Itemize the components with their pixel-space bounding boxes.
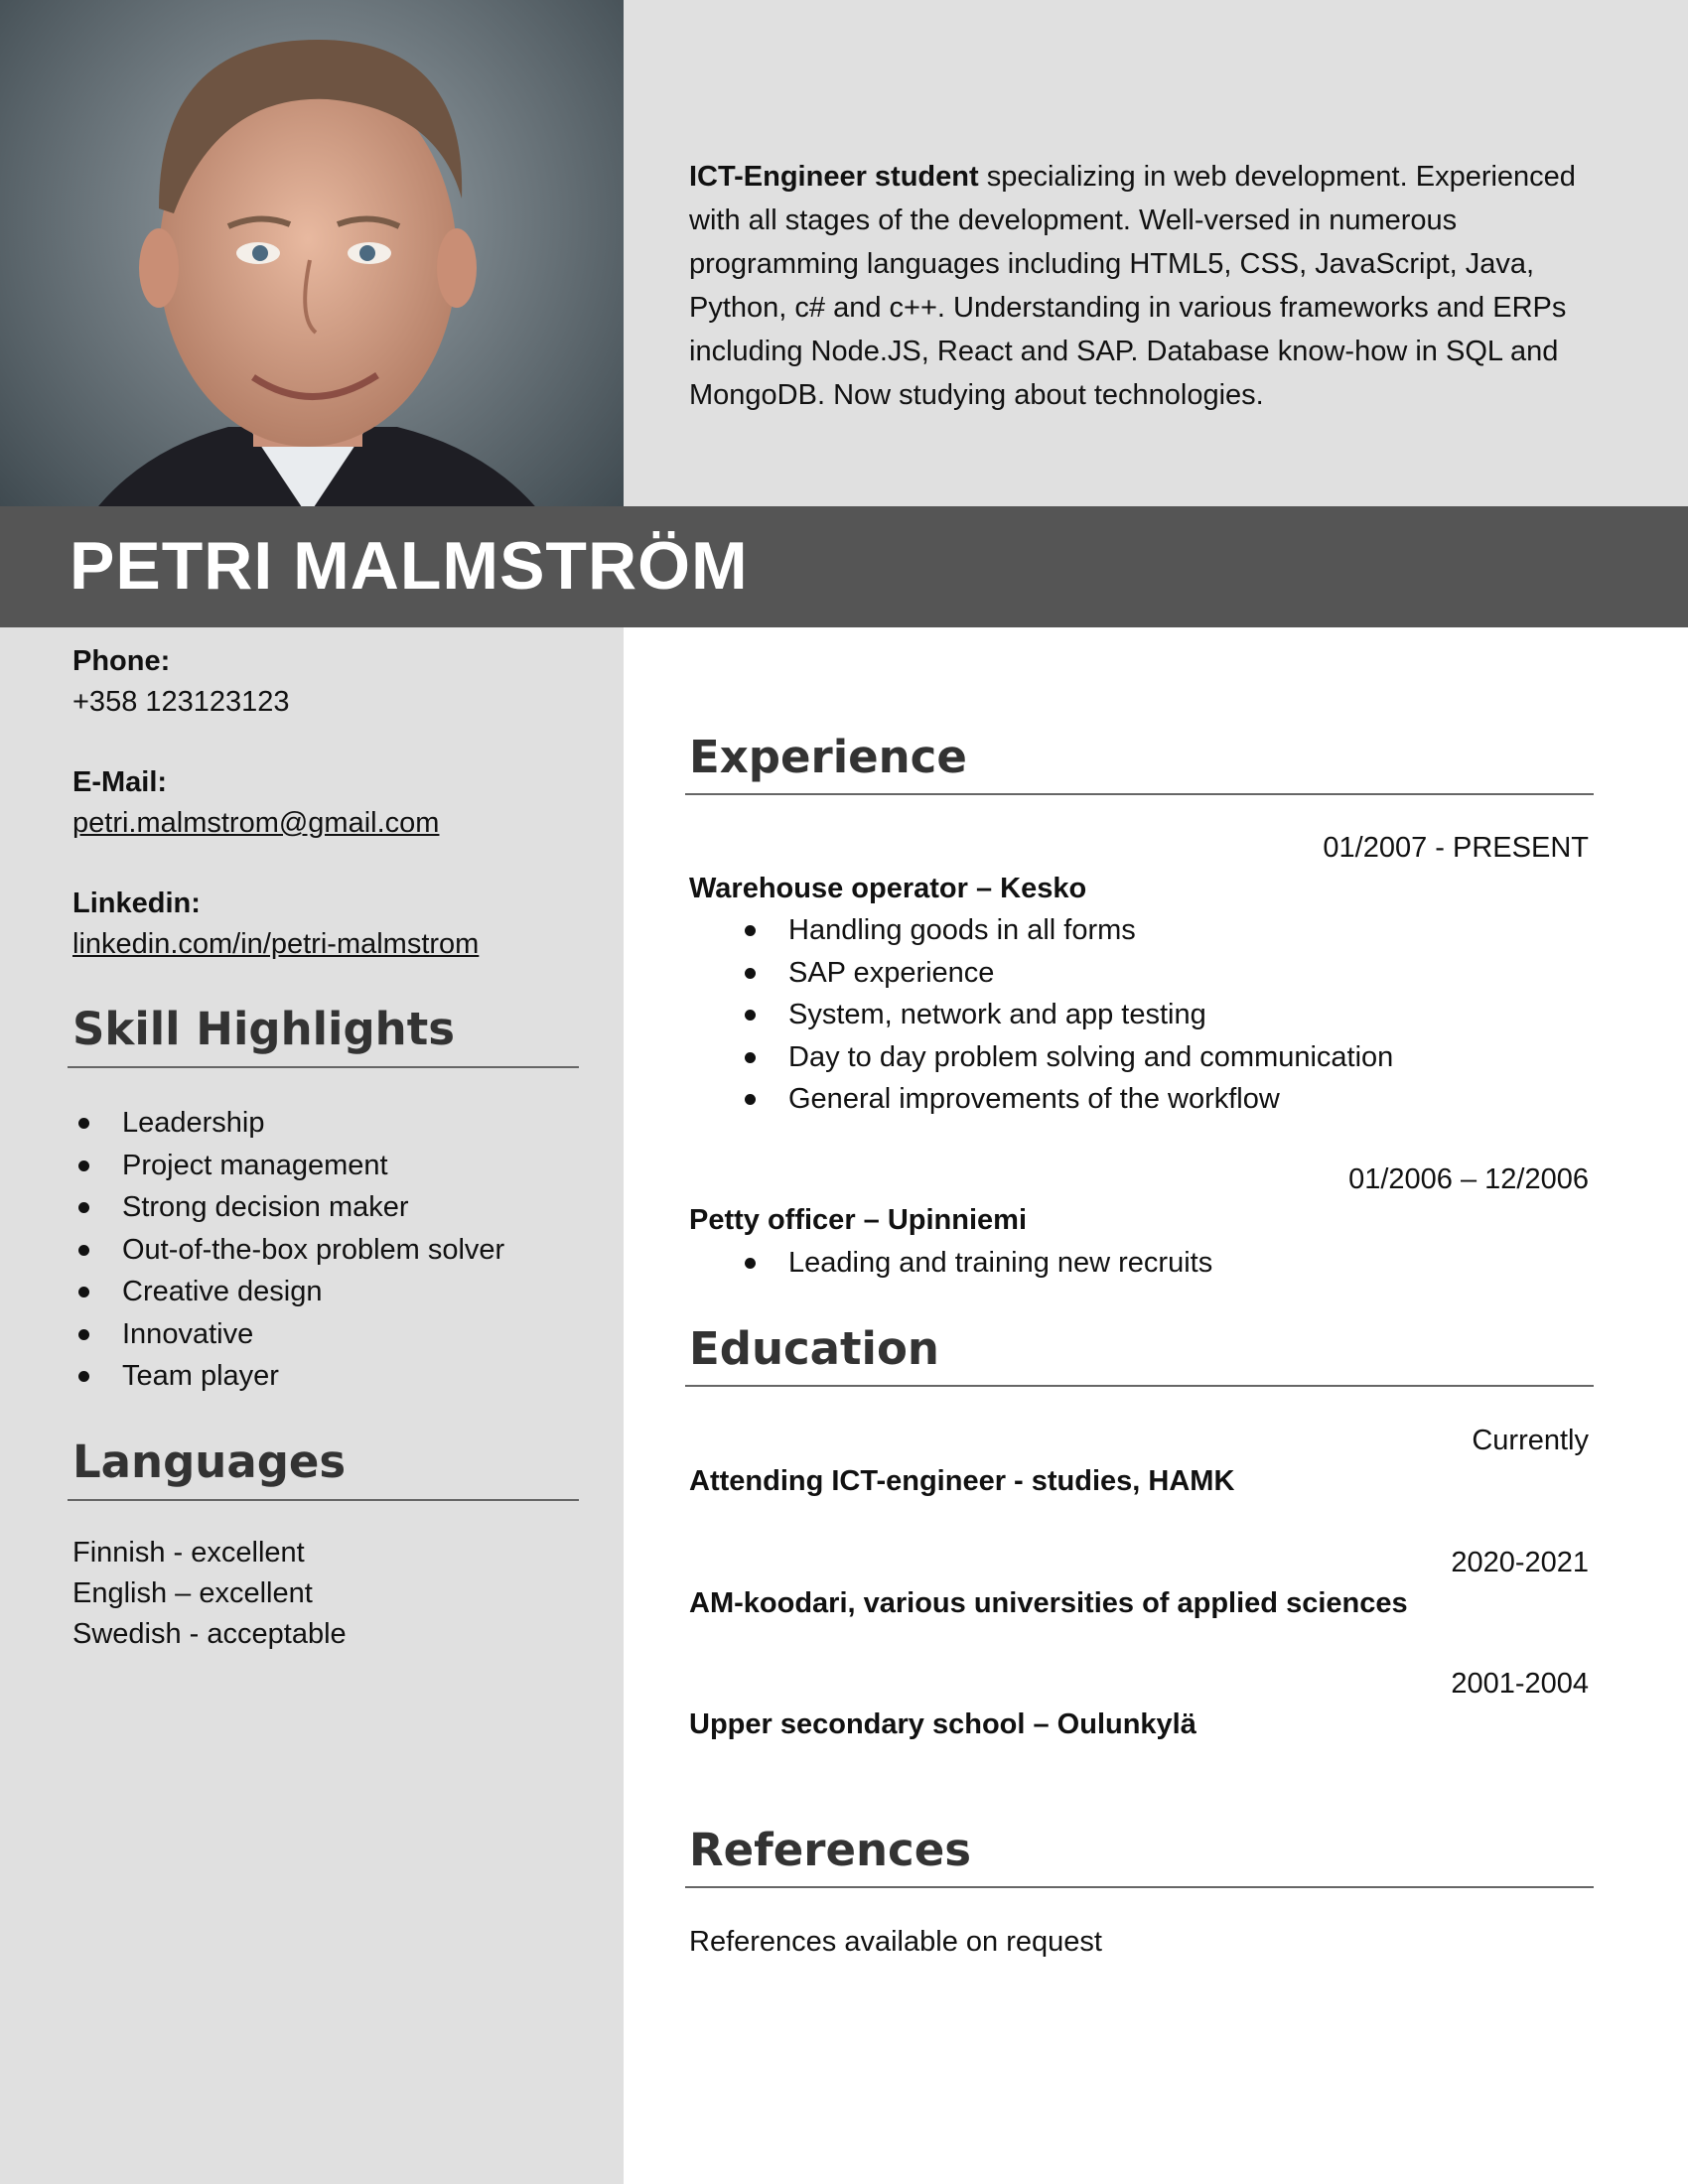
job-duty: Handling goods in all forms	[739, 909, 1393, 952]
skill-item: Project management	[72, 1145, 504, 1187]
education-date: 2001-2004	[1451, 1668, 1589, 1700]
skill-item: Out-of-the-box problem solver	[72, 1229, 504, 1272]
references-heading: References	[689, 1824, 971, 1876]
summary-text: specializing in web development. Experienced with all stages of the development. Well-versed in numerous programming languages including HTML5, CSS, JavaScript, Java, Python, c# and c++. Understanding in various frameworks and ERPs including Node.JS, React and SAP. Database know-how in SQL and MongoDB. Now studying about technologies.	[689, 161, 1576, 411]
phone-label: Phone:	[72, 645, 171, 677]
summary-lead: ICT-Engineer student	[689, 161, 979, 193]
job-title: Warehouse operator – Kesko	[689, 873, 1087, 904]
education-title: AM-koodari, various universities of applied sciences	[689, 1587, 1408, 1619]
skill-item: Team player	[72, 1355, 504, 1398]
references-text: References available on request	[689, 1926, 1102, 1958]
skill-item: Creative design	[72, 1271, 504, 1313]
skills-divider	[68, 1066, 579, 1068]
job-duty: SAP experience	[739, 952, 1393, 995]
skills-heading: Skill Highlights	[72, 1003, 456, 1055]
job-duty: General improvements of the workflow	[739, 1078, 1393, 1121]
experience-divider	[685, 793, 1594, 795]
languages-divider	[68, 1499, 579, 1501]
candidate-name: PETRI MALMSTRÖM	[70, 528, 749, 604]
phone-value: +358 123123123	[72, 686, 290, 718]
education-date: 2020-2021	[1451, 1547, 1589, 1578]
education-date: Currently	[1472, 1425, 1589, 1456]
email-label: E-Mail:	[72, 766, 168, 798]
education-heading: Education	[689, 1322, 939, 1375]
skills-list	[72, 1102, 504, 1398]
education-title: Upper secondary school – Oulunkylä	[689, 1708, 1196, 1740]
email-block	[72, 762, 439, 844]
job-title: Petty officer – Upinniemi	[689, 1204, 1028, 1236]
job-duty: Day to day problem solving and communication	[739, 1036, 1393, 1079]
skill-item: Strong decision maker	[72, 1186, 504, 1229]
education-title: Attending ICT-engineer - studies, HAMK	[689, 1465, 1235, 1497]
job-duty: System, network and app testing	[739, 994, 1393, 1036]
languages-list	[72, 1533, 347, 1655]
profile-summary	[689, 155, 1632, 417]
language-item: Swedish - acceptable	[72, 1618, 347, 1650]
job-date: 01/2006 – 12/2006	[1348, 1163, 1589, 1195]
phone-block	[72, 641, 290, 723]
job-duties-list	[739, 1242, 1212, 1285]
language-item: Finnish - excellent	[72, 1537, 305, 1569]
languages-heading: Languages	[72, 1435, 347, 1488]
language-item: English – excellent	[72, 1577, 313, 1609]
job-duties-list	[739, 909, 1393, 1121]
job-date: 01/2007 - PRESENT	[1323, 832, 1589, 864]
references-divider	[685, 1886, 1594, 1888]
linkedin-link[interactable]: linkedin.com/in/petri-malmstrom	[72, 928, 480, 960]
linkedin-label: Linkedin:	[72, 887, 201, 919]
skill-item: Innovative	[72, 1313, 504, 1356]
experience-heading: Experience	[689, 731, 967, 783]
skill-item: Leadership	[72, 1102, 504, 1145]
job-duty: Leading and training new recruits	[739, 1242, 1212, 1285]
email-link[interactable]: petri.malmstrom@gmail.com	[72, 807, 440, 839]
linkedin-block	[72, 884, 479, 965]
education-divider	[685, 1385, 1594, 1387]
